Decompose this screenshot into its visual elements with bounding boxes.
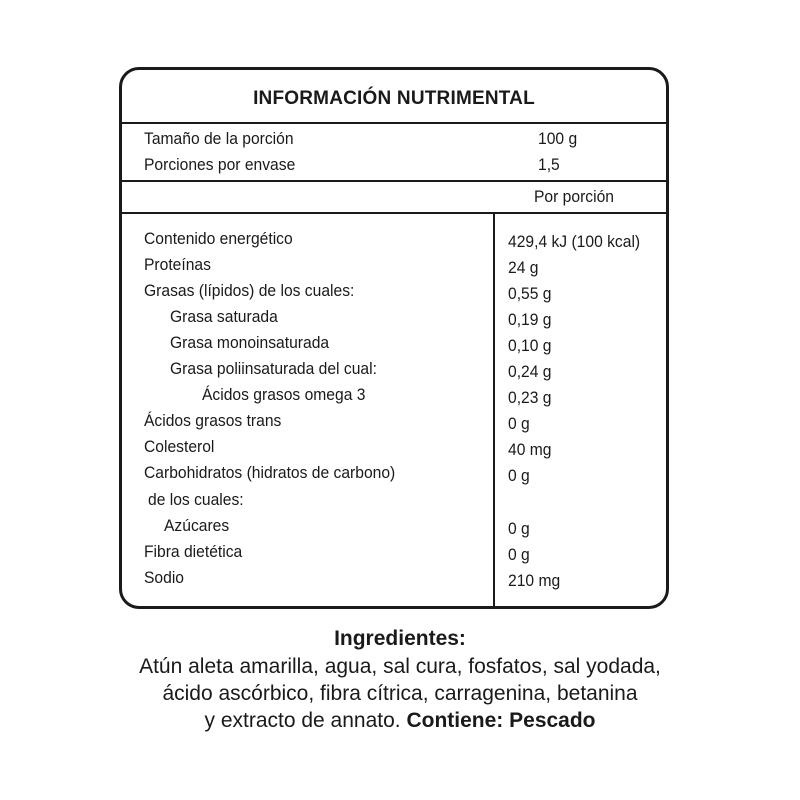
per-serving-header: Por porción <box>534 187 614 206</box>
nutrient-label: Grasa poliinsaturada del cual: <box>170 359 377 378</box>
nutrient-value: 24 g <box>508 258 539 277</box>
nutrient-label: Ácidos grasos trans <box>144 411 282 430</box>
servings-per-container-value: 1,5 <box>538 155 560 174</box>
nutrient-label: Sodio <box>144 568 185 587</box>
nutrient-label: Ácidos grasos omega 3 <box>202 385 366 404</box>
table-title: INFORMACIÓN NUTRIMENTAL <box>253 88 535 109</box>
serving-size-value: 100 g <box>538 129 578 148</box>
allergen-statement: Contiene: Pescado <box>406 709 596 732</box>
divider <box>122 212 666 214</box>
nutrient-value: 0,23 g <box>508 388 552 407</box>
ingredients-line <box>0 708 800 734</box>
nutrient-value: 429,4 kJ (100 kcal) <box>508 232 641 251</box>
nutrient-value: 0,19 g <box>508 310 552 329</box>
nutrient-label: Grasa monoinsaturada <box>170 333 330 352</box>
nutrient-label: de los cuales: <box>148 490 244 509</box>
servings-per-container-label: Porciones por envase <box>144 155 296 174</box>
nutrient-label: Carbohidratos (hidratos de carbono) <box>144 463 396 482</box>
divider <box>122 180 666 182</box>
ingredients-line: Atún aleta amarilla, agua, sal cura, fosfatos, sal yodada, <box>139 655 661 678</box>
ingredients-line-text: y extracto de annato. <box>204 709 401 732</box>
nutrient-label: Fibra dietética <box>144 542 243 561</box>
nutrient-label: Contenido energético <box>144 229 293 248</box>
nutrient-value: 0,10 g <box>508 336 552 355</box>
ingredients-line: ácido ascórbico, fibra cítrica, carragenina, betanina <box>162 682 638 705</box>
serving-size-label: Tamaño de la porción <box>144 129 294 148</box>
ingredients-title: Ingredientes: <box>334 627 466 650</box>
nutrient-value: 210 mg <box>508 571 561 590</box>
nutrient-value: 0 g <box>508 545 530 564</box>
nutrient-value: 0 g <box>508 414 530 433</box>
divider <box>122 122 666 124</box>
column-divider <box>493 213 495 606</box>
nutrient-label: Proteínas <box>144 255 211 274</box>
nutrient-label: Colesterol <box>144 437 215 456</box>
nutrient-label: Grasa saturada <box>170 307 278 326</box>
nutrient-label: Azúcares <box>164 516 230 535</box>
nutrient-value: 40 mg <box>508 440 552 459</box>
nutrient-value: 0,24 g <box>508 362 552 381</box>
nutrition-facts-table <box>119 67 669 609</box>
nutrient-value: 0,55 g <box>508 284 552 303</box>
nutrient-value: 0 g <box>508 466 530 485</box>
nutrient-value: 0 g <box>508 519 530 538</box>
nutrient-label: Grasas (lípidos) de los cuales: <box>144 281 355 300</box>
